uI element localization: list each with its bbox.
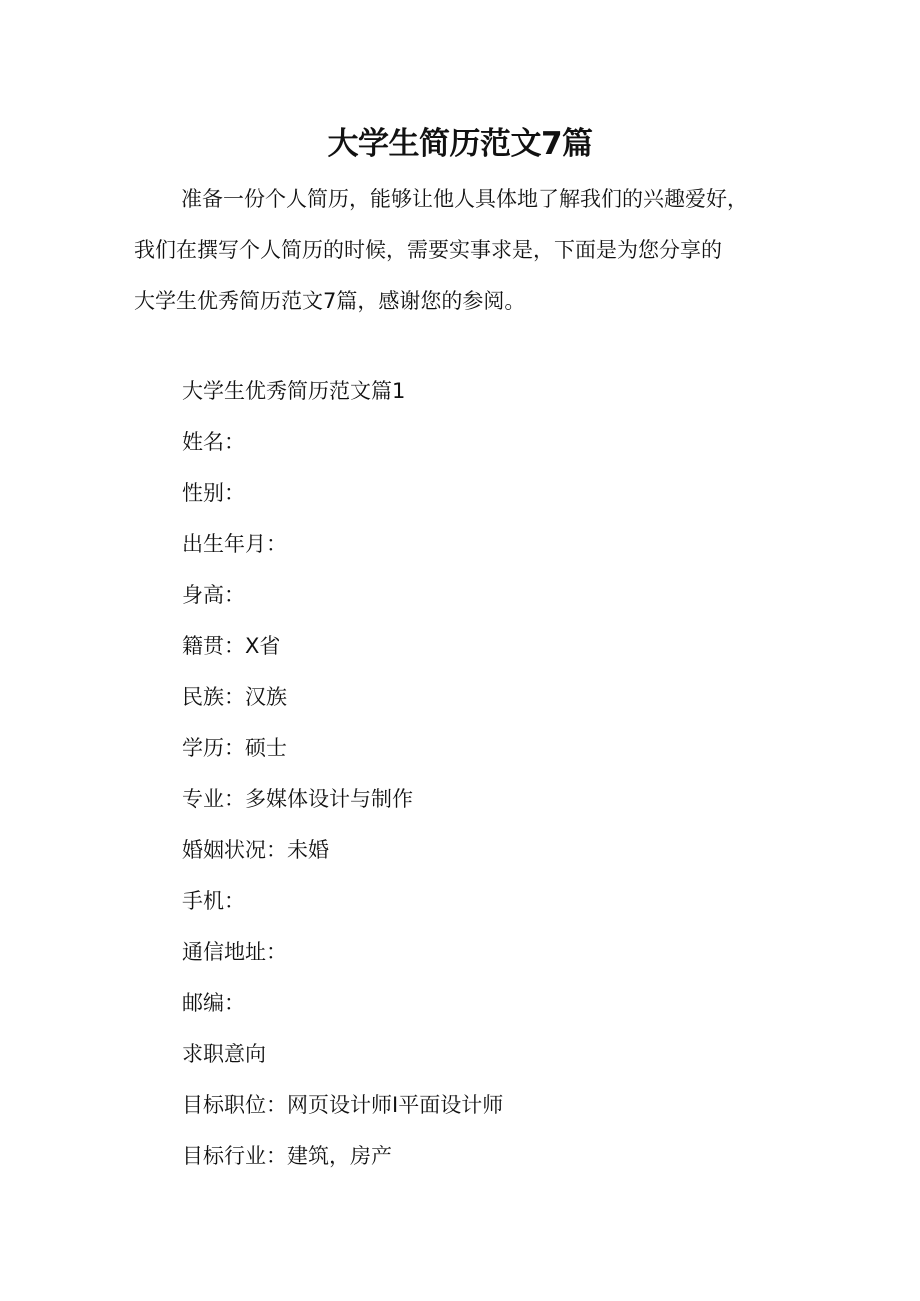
field-postcode: 邮编： bbox=[182, 991, 245, 1015]
field-phone: 手机： bbox=[182, 889, 245, 913]
field-birth-date: 出生年月： bbox=[182, 532, 287, 556]
field-major: 专业：多媒体设计与制作 bbox=[182, 787, 413, 811]
resume-section-1 bbox=[182, 368, 822, 1184]
field-gender: 性别： bbox=[182, 481, 245, 505]
intro-line-1 bbox=[134, 174, 794, 225]
field-marital-status: 婚姻状况：未婚 bbox=[182, 838, 329, 862]
intro-line-1-text: 准备一份个人简历，能够让他人具体地了解我们的兴趣爱好， bbox=[181, 187, 748, 211]
field-education: 学历：硕士 bbox=[182, 736, 287, 760]
field-address: 通信地址： bbox=[182, 940, 287, 964]
intro-line-2: 我们在撰写个人简历的时候，需要实事求是，下面是为您分享的 bbox=[134, 238, 722, 262]
document-title: 大学生简历范文7篇 bbox=[327, 126, 593, 162]
job-intention-heading: 求职意向 bbox=[182, 1042, 266, 1066]
field-name: 姓名： bbox=[182, 430, 245, 454]
field-target-position: 目标职位：网页设计师I平面设计师 bbox=[182, 1093, 504, 1117]
field-target-industry: 目标行业：建筑，房产 bbox=[182, 1144, 392, 1168]
field-native-place: 籍贯：X省 bbox=[182, 634, 281, 658]
intro-paragraph bbox=[134, 174, 794, 327]
intro-line-3: 大学生优秀简历范文7篇，感谢您的参阅。 bbox=[134, 289, 526, 313]
field-height: 身高： bbox=[182, 583, 245, 607]
section-heading: 大学生优秀简历范文篇1 bbox=[182, 379, 406, 403]
field-ethnicity: 民族：汉族 bbox=[182, 685, 287, 709]
